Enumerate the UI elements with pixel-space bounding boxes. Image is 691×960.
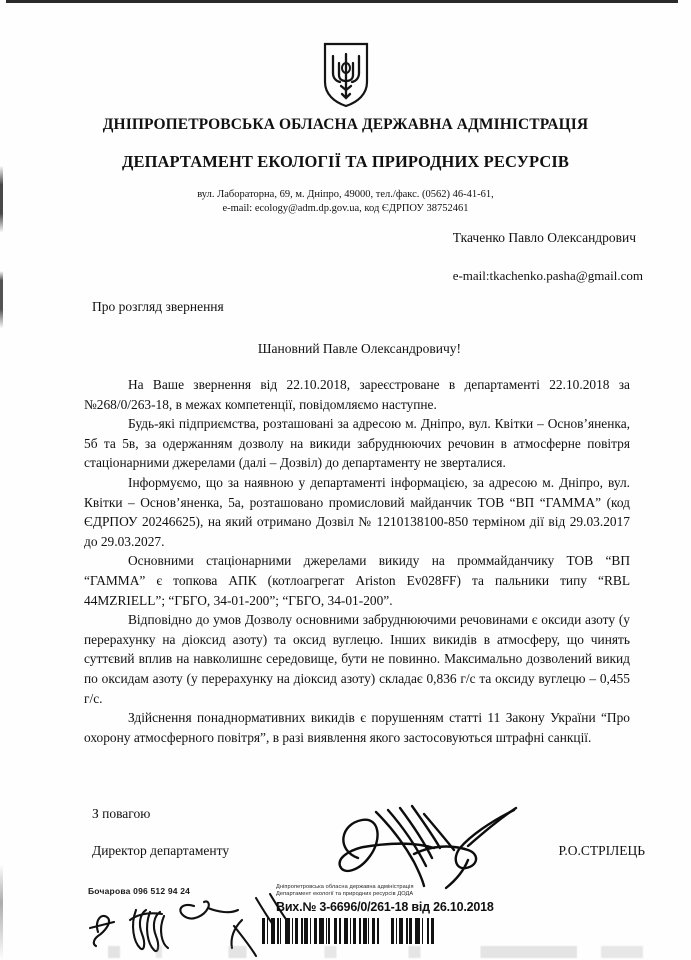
stamp-org-line2: Департамент екології та природних ресурсів ДОДА [276,891,414,898]
closing-regards: З повагою [92,806,151,821]
addressee-block [453,230,643,284]
organization-name-line1: ДНІПРОПЕТРОВСЬКА ОБЛАСНА ДЕРЖАВНА АДМІНІСТРАЦІЯ [102,116,589,133]
barcode-bars [262,918,506,944]
body-paragraph: Будь-які підприємства, розташовані за адресою м. Дніпро, вул. Квітки – Основ’яненка, 5б та 5в, за одержанням дозволу на викиди забруднюючих речовин в атмосферне повітря стаціонарними джерелами (далі – Дозвіл) до департаменту не зверталися. [84,416,630,471]
stamp-org-line1: Дніпропетровська обласна державна адміністрація [276,884,414,890]
outgoing-registration-stamp [276,884,512,914]
executor-contact: Бочарова 096 512 94 24 [88,886,191,896]
body-paragraph: Відповідно до умов Дозволу основними забруднюючими речовинами є оксиди азоту (у перерахунку на діоксид азоту) та оксид вуглецю. Інших викидів в атмосферу, що чинять суттєвий вплив на навколишнє середовище, бути не повинно. Максимально дозволений викид по оксидам азоту (у перерахунку на діоксид азоту) складає 0,836 г/с та оксиду вуглецю – 0,455 г/с. [84,612,630,706]
subject-line: Про розгляд звернення [92,299,224,314]
scan-left-edge-artifacts [0,3,3,960]
scan-top-edge [6,0,678,3]
emblem-container [0,42,691,108]
addressee-name: Ткаченко Павло Олександрович [452,230,637,245]
contact-block [0,188,691,216]
barcode-icon [262,918,506,944]
body-paragraph: Інформуємо, що за наявною у департаменті інформацією, за адресою м. Дніпро, вул. Квітки – Основ’яненка, 5а, розташовано промисловий майданчик ТОВ “ВП “ГАММА” (код ЄДРПОУ 20246625), на який отримано Дозвіл № 1210138100-850 терміном дії від 29.03.2017 до 29.03.2027. [84,474,630,549]
contact-address-phone: вул. Лабораторна, 69, м. Дніпро, 49000, тел./факс. (0562) 46-41-61, [197,189,494,200]
body-paragraph: Здійснення понаднормативних викидів є порушенням статті 11 Закону України “Про охорону атмосферного повітря”, в разі виявлення якого застосовуються штрафні санкції. [84,710,630,745]
department-name-line2: ДЕПАРТАМЕНТ ЕКОЛОГІЇ ТА ПРИРОДНИХ РЕСУРСІВ [122,152,569,171]
signatory-name: Р.О.СТРІЛЕЦЬ [558,843,645,858]
scan-bleed-artifact [60,946,661,958]
signatory-role: Директор департаменту [92,843,230,858]
letter-body [84,375,630,747]
salutation-line: Шановний Павле Олександровичу! [257,341,462,356]
ukrainian-trident-coat-of-arms-icon [322,42,370,108]
contact-email-edrpou: e-mail: ecology@adm.dp.gov.ua, код ЄДРПОУ 38752461 [222,203,469,214]
body-paragraph: На Ваше звернення від 22.10.2018, зареєстроване в департаменті 22.10.2018 за №268/0/263-18, в межах компетенції, повідомляємо наступне. [84,377,630,412]
body-paragraph: Основними стаціонарними джерелами викиду на проммайданчику ТОВ “ВП “ГАММА” є топкова АПК (котлоагрегат Ariston Ev028FF) та пальники типу “RBL 44MZRIELL”; “ГБГО, 34-01-200”; “ГБГО, 34-01-200”. [84,553,630,608]
stamp-outgoing-number: Вих.№ 3-6696/0/261-18 від 26.10.2018 [276,899,494,914]
handwritten-signature-icon [318,800,528,896]
addressee-email: e-mail:tkachenko.pasha@gmail.com [452,268,643,283]
